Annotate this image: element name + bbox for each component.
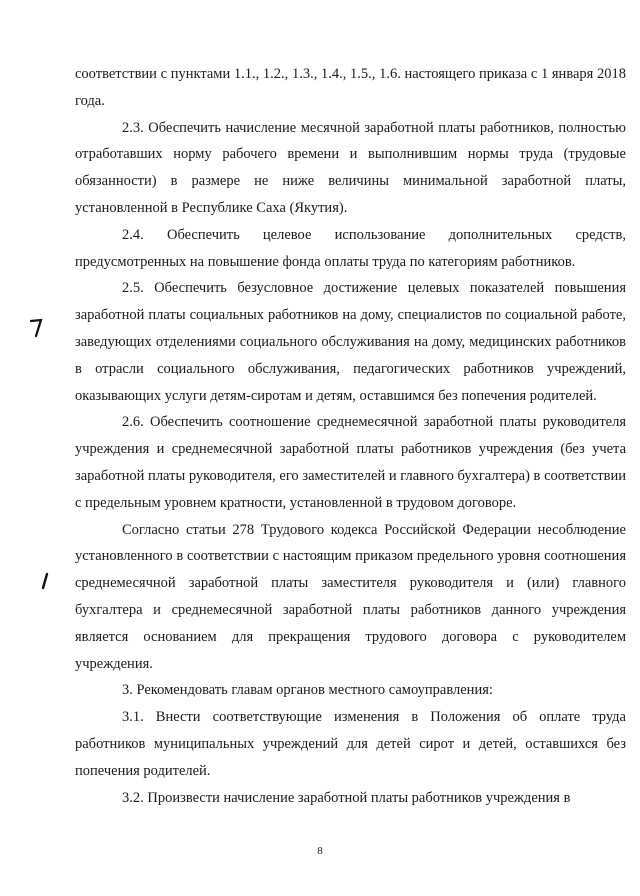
paragraph-labor-code: Согласно статьи 278 Трудового кодекса Российской Федерации несоблюдение установленного в соответствии с настоящим приказом предельного уровня соотношения среднемесячной заработной платы заместителя руководителя и (или) главного бухгалтера и среднемесячной заработной платы работников данного учреждения является основанием для прекращения трудового договора с руководителем учреждения.	[75, 521, 626, 672]
paragraph-3: 3. Рекомендовать главам органов местного самоуправления:	[122, 682, 493, 699]
paragraph-2-3: 2.3. Обеспечить начисление месячной заработной платы работников, полностью отработавших норму рабочего времени и выполнившим нормы труда (трудовые обязанности) в размере не ниже величины минимальной заработной платы, установленной в Республике Саха (Якутия).	[75, 119, 626, 216]
pen-stroke-icon	[30, 318, 44, 338]
paragraph-2-6: 2.6. Обеспечить соотношение среднемесячной заработной платы руководителя учреждения и среднемесячной заработной платы работников учреждения (без учета заработной платы руководителя, его заместителей и главного бухгалтера) в соответствии с предельным уровнем кратности, установленной в трудовом договоре.	[75, 414, 626, 511]
paragraph-3-2: 3.2. Произвести начисление заработной платы работников учреждения в	[122, 789, 571, 806]
paragraph-2-5: 2.5. Обеспечить безусловное достижение целевых показателей повышения заработной платы социальных работников на дому, специалистов по социальной работе, заведующих отделениями социального обслуживания на дому, медицинских работников в отрасли социального обслуживания, педагогических работников учреждений, оказывающих услуги детям-сиротам и детям, оставшимся без попечения родителей.	[75, 280, 626, 404]
document-body	[75, 61, 626, 811]
margin-pen-mark	[40, 570, 50, 596]
margin-pen-mark	[30, 318, 44, 344]
page-number: 8	[317, 845, 323, 857]
paragraph-continuation: соответствии с пунктами 1.1., 1.2., 1.3., 1.4., 1.5., 1.6. настоящего приказа с 1 января 2018 года.	[75, 66, 626, 109]
pen-stroke-icon	[40, 572, 50, 590]
paragraph-3-1: 3.1. Внести соответствующие изменения в Положения об оплате труда работников муниципальных учреждений для детей сирот и детей, оставшихся без попечения родителей.	[75, 709, 626, 779]
paragraph-2-4: 2.4. Обеспечить целевое использование дополнительных средств, предусмотренных на повышение фонда оплаты труда по категориям работников.	[75, 226, 626, 270]
